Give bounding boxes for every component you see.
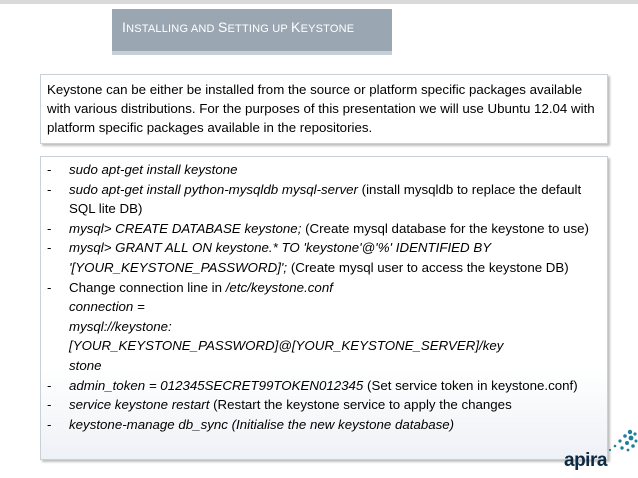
top-stripe: [0, 0, 638, 4]
bullet-dash: -: [47, 181, 52, 197]
title-band-shadow: [112, 51, 392, 55]
title-part: ETTING UP: [227, 23, 292, 35]
title-part: K: [291, 19, 301, 35]
step-command: admin_token = 012345SECRET99TOKEN012345: [69, 377, 364, 393]
title-part: NSTALLING AND: [126, 23, 218, 35]
step-item: [47, 278, 603, 376]
intro-box: [40, 74, 608, 144]
step-note: (Set service token in keystone.conf): [363, 377, 578, 393]
bullet-dash: -: [47, 162, 52, 177]
step-command: sudo apt-get install keystone: [69, 162, 238, 177]
slide-title: [122, 19, 354, 35]
bullet-dash: -: [47, 416, 52, 432]
intro-text: Keystone can be either be installed from the source or platform specific packages available with various distributions. For the purposes of this presentation we will use Ubuntu 12.04 with platform specific packages available in the repositories.: [47, 82, 595, 135]
step-item: [47, 415, 603, 435]
step-command: mysql> GRANT ALL ON keystone.* TO 'keystone'@'%' IDENTIFIED BY '[YOUR_KEYSTONE_PASSWORD]';: [69, 240, 491, 275]
bullet-dash: -: [47, 397, 52, 413]
step-item: [47, 376, 603, 396]
step-continuation: mysql://keystone:[YOUR_KEYSTONE_PASSWORD]@[YOUR_KEYSTONE_SERVER]/key: [69, 318, 504, 354]
step-path: /etc/keystone.conf: [225, 279, 333, 295]
step-note: Change connection line in: [69, 279, 226, 295]
step-note: (Create mysql database for the keystone to use): [301, 220, 589, 236]
step-continuation: connection =: [69, 299, 145, 315]
bullet-dash: -: [47, 377, 52, 393]
step-item: [47, 180, 603, 219]
step-item: [47, 238, 603, 277]
step-command: mysql> CREATE DATABASE keystone;: [69, 220, 302, 236]
bullet-dash: -: [47, 220, 52, 236]
step-continuation: stone: [69, 357, 102, 373]
steps-box: [40, 156, 608, 460]
step-note: (install mysqldb to replace the default SQL lite DB): [69, 181, 582, 217]
steps-list: [47, 160, 603, 434]
step-command: service keystone restart: [69, 397, 210, 413]
bullet-dash: -: [47, 240, 52, 256]
step-item: [47, 395, 603, 415]
step-item: [47, 219, 603, 239]
step-note: (Create mysql user to access the keystone DB): [287, 259, 569, 275]
step-note: (Restart the keystone service to apply the changes: [209, 397, 512, 413]
step-item: [47, 160, 603, 180]
step-command: sudo apt-get install python-mysqldb mysql-server: [69, 181, 358, 197]
bullet-dash: -: [47, 279, 52, 295]
logo-wordmark: apira: [564, 450, 607, 471]
title-part: I: [122, 19, 127, 35]
title-part: S: [217, 19, 228, 35]
step-command: keystone-manage db_sync (Initialise the new keystone database): [69, 416, 455, 432]
title-part: EYSTONE: [300, 23, 355, 35]
